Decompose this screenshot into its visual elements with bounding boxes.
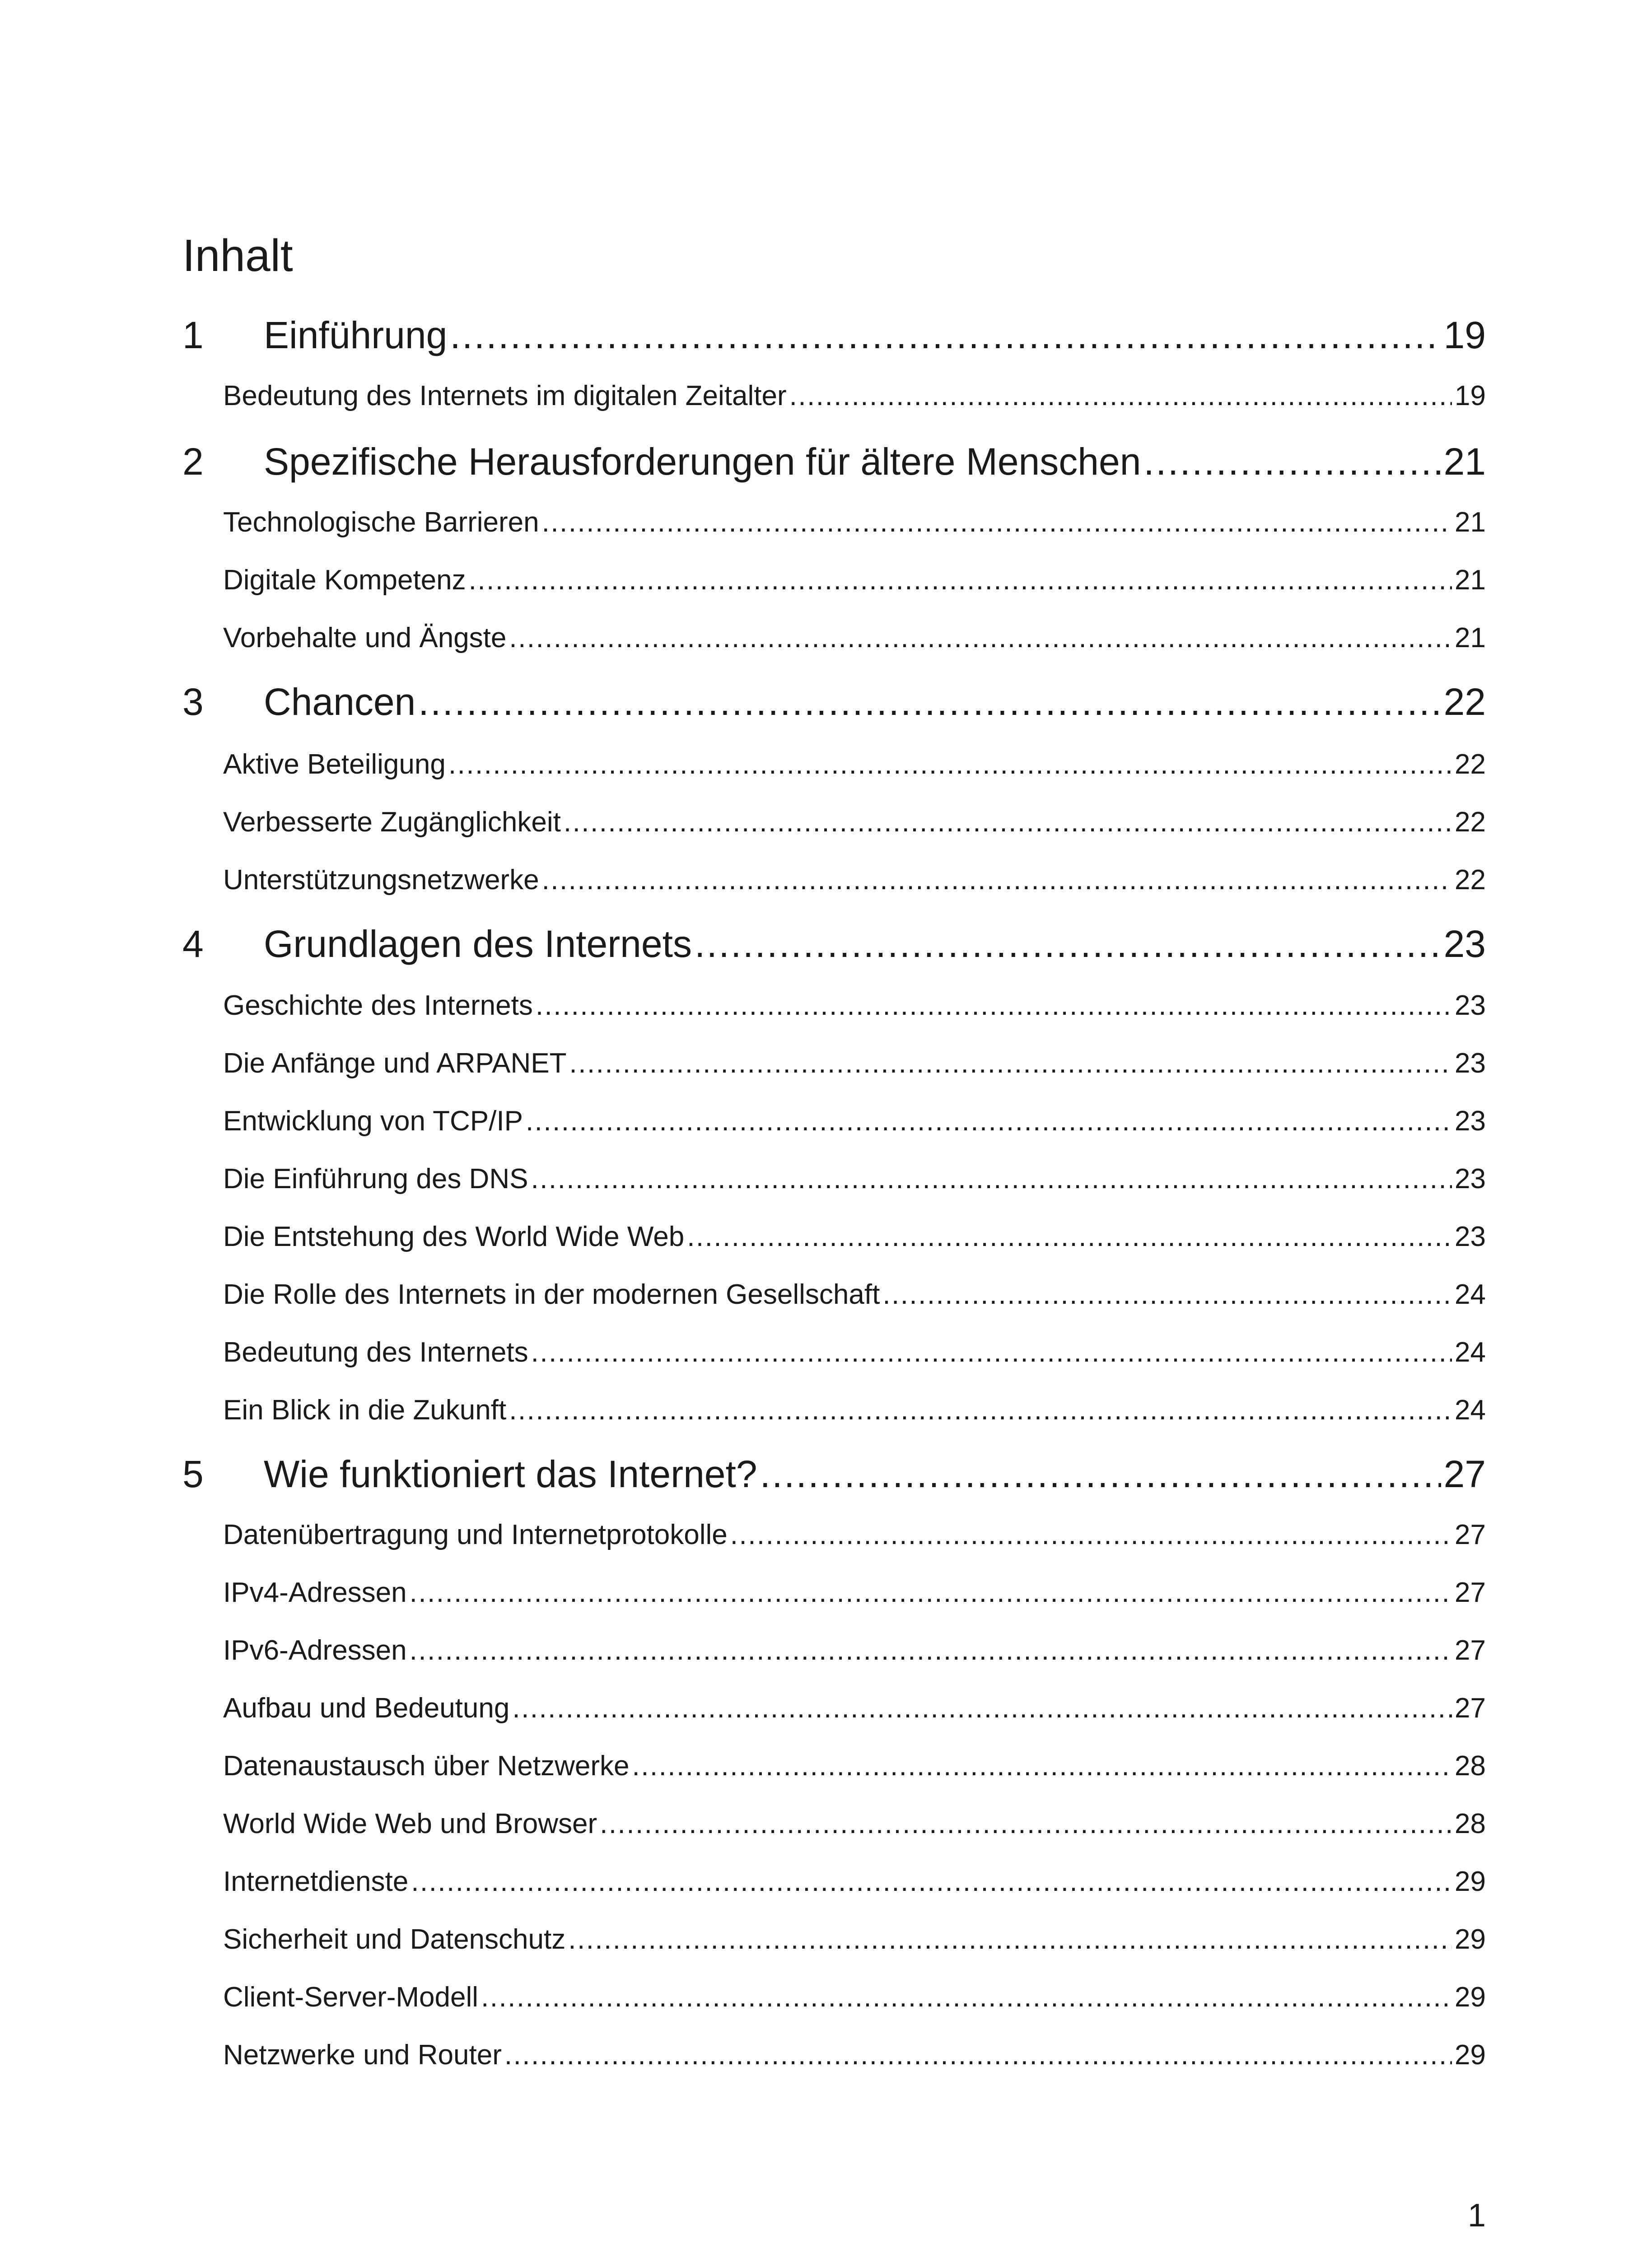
toc-section-entry[interactable]	[223, 1107, 1486, 1135]
toc-entry-label: Die Rolle des Internets in der modernen Gesellschaft	[223, 1279, 880, 1310]
toc-entry-label: Netzwerke und Router	[223, 2039, 502, 2071]
toc-entry-page: 23	[1455, 1221, 1486, 1252]
toc-section-entry[interactable]	[223, 751, 1486, 779]
toc-entry-label: World Wide Web und Browser	[223, 1808, 597, 1839]
toc-section-entry[interactable]	[223, 1281, 1486, 1309]
toc-section-entry[interactable]	[223, 1983, 1486, 2011]
toc-dot-leader	[542, 866, 1452, 894]
toc-dot-leader	[568, 1926, 1452, 1954]
toc-dot-leader	[632, 1752, 1452, 1780]
toc-entry-page: 29	[1455, 1924, 1486, 1955]
toc-dot-leader	[687, 1223, 1452, 1251]
toc-section-entry[interactable]	[223, 808, 1486, 836]
toc-entry-page: 22	[1443, 681, 1486, 723]
toc-dot-leader	[536, 992, 1452, 1020]
toc-entry-label: Grundlagen des Internets	[264, 923, 692, 965]
toc-section-entry[interactable]	[223, 1637, 1486, 1665]
toc-entry-label: Die Entstehung des World Wide Web	[223, 1221, 685, 1252]
toc-dot-leader	[448, 751, 1452, 779]
toc-section-entry[interactable]	[223, 624, 1486, 652]
toc-entry-label: Technologische Barrieren	[223, 507, 539, 538]
toc-dot-leader	[481, 1983, 1452, 2011]
toc-entry-label: Spezifische Herausforderungen für ältere Menschen	[264, 440, 1141, 483]
toc-dot-leader	[509, 1396, 1452, 1424]
toc-entry-label: Einführung	[264, 314, 448, 356]
toc-entry-page: 27	[1455, 1693, 1486, 1724]
toc-entry-page: 22	[1455, 749, 1486, 780]
toc-entry-page: 27	[1443, 1453, 1486, 1495]
toc-entry-label: Entwicklung von TCP/IP	[223, 1106, 523, 1137]
toc-section-entry[interactable]	[223, 2041, 1486, 2069]
toc-dot-leader	[450, 316, 1441, 354]
toc-dot-leader	[600, 1810, 1452, 1838]
toc-entry-page: 28	[1455, 1808, 1486, 1839]
toc-dot-leader	[410, 1637, 1452, 1665]
toc-entry-label: Wie funktioniert das Internet?	[264, 1453, 757, 1495]
toc-entry-page: 22	[1455, 807, 1486, 838]
toc-entry-label: Internetdienste	[223, 1866, 409, 1897]
toc-chapter-number: 4	[182, 923, 204, 965]
toc-entry-label: Vorbehalte und Ängste	[223, 622, 507, 653]
toc-entry-page: 24	[1455, 1279, 1486, 1310]
toc-section-entry[interactable]	[223, 1579, 1486, 1607]
toc-entry-label: Digitale Kompetenz	[223, 564, 466, 596]
toc-section-entry[interactable]	[223, 1223, 1486, 1251]
toc-section-entry[interactable]	[223, 1752, 1486, 1780]
toc-dot-leader	[564, 808, 1452, 836]
toc-entry-label: Bedeutung des Internets im digitalen Zeitalter	[223, 380, 787, 411]
toc-chapter-entry[interactable]	[182, 316, 1486, 354]
toc-dot-leader	[531, 1339, 1452, 1367]
toc-entry-label: IPv6-Adressen	[223, 1635, 407, 1666]
toc-chapter-entry[interactable]	[182, 683, 1486, 721]
toc-section-entry[interactable]	[223, 1396, 1486, 1424]
toc-entry-page: 19	[1455, 380, 1486, 411]
toc-chapter-number: 3	[182, 681, 204, 723]
toc-entry-label: Sicherheit und Datenschutz	[223, 1924, 566, 1955]
toc-dot-leader	[504, 2041, 1452, 2069]
toc-chapter-entry[interactable]	[182, 925, 1486, 963]
toc-entry-page: 23	[1455, 990, 1486, 1021]
toc-dot-leader	[410, 1579, 1452, 1607]
toc-chapter-entry[interactable]	[182, 440, 1486, 483]
toc-dot-leader	[882, 1281, 1452, 1309]
toc-entry-page: 29	[1455, 1982, 1486, 2013]
toc-dot-leader	[469, 566, 1452, 594]
toc-section-entry[interactable]	[223, 992, 1486, 1020]
toc-entry-label: Die Anfänge und ARPANET	[223, 1048, 567, 1079]
toc-entry-label: Aktive Beteiligung	[223, 749, 446, 780]
toc-entry-page: 23	[1455, 1106, 1486, 1137]
toc-entry-page: 28	[1455, 1750, 1486, 1782]
toc-entry-page: 23	[1455, 1163, 1486, 1194]
toc-dot-leader	[411, 1868, 1452, 1896]
toc-dot-leader	[695, 925, 1441, 963]
toc-entry-page: 29	[1455, 2039, 1486, 2071]
toc-dot-leader	[789, 382, 1452, 410]
toc-section-entry[interactable]	[223, 866, 1486, 894]
page-number: 1	[1467, 2197, 1486, 2234]
toc-entry-label: Geschichte des Internets	[223, 990, 533, 1021]
toc-section-entry[interactable]	[223, 382, 1486, 410]
toc-section-entry[interactable]	[223, 1868, 1486, 1896]
toc-entry-page: 21	[1455, 564, 1486, 596]
toc-chapter-number: 2	[182, 440, 204, 483]
toc-chapter-number: 1	[182, 314, 204, 356]
toc-dot-leader	[730, 1521, 1452, 1549]
toc-entry-label: Aufbau und Bedeutung	[223, 1693, 510, 1724]
toc-section-entry[interactable]	[223, 1521, 1486, 1549]
toc-dot-leader	[531, 1165, 1452, 1193]
toc-section-entry[interactable]	[223, 1165, 1486, 1193]
toc-entry-page: 19	[1443, 314, 1486, 356]
toc-entry-page: 23	[1455, 1048, 1486, 1079]
toc-entry-page: 21	[1455, 507, 1486, 538]
toc-entry-label: Ein Blick in die Zukunft	[223, 1395, 507, 1426]
toc-chapter-entry[interactable]	[182, 1455, 1486, 1493]
toc-section-entry[interactable]	[223, 509, 1486, 537]
toc-entry-label: Unterstützungsnetzwerke	[223, 864, 539, 896]
toc-section-entry[interactable]	[223, 1694, 1486, 1722]
toc-entry-page: 24	[1455, 1337, 1486, 1368]
toc-entry-label: Die Einführung des DNS	[223, 1163, 528, 1194]
toc-dot-leader	[1143, 443, 1441, 481]
toc-entry-page: 21	[1443, 440, 1486, 483]
toc-entry-page: 21	[1455, 622, 1486, 653]
toc-entry-label: Verbesserte Zugänglichkeit	[223, 807, 561, 838]
toc-entry-page: 27	[1455, 1635, 1486, 1666]
toc-section-entry[interactable]	[223, 566, 1486, 594]
toc-entry-page: 27	[1455, 1519, 1486, 1550]
toc-title: Inhalt	[182, 230, 293, 281]
toc-entry-page: 24	[1455, 1395, 1486, 1426]
toc-entry-label: IPv4-Adressen	[223, 1577, 407, 1608]
toc-section-entry[interactable]	[223, 1050, 1486, 1078]
toc-section-entry[interactable]	[223, 1926, 1486, 1954]
toc-section-entry[interactable]	[223, 1339, 1486, 1367]
toc-entry-label: Chancen	[264, 681, 416, 723]
toc-entry-page: 22	[1455, 864, 1486, 896]
toc-entry-label: Client-Server-Modell	[223, 1982, 479, 2013]
toc-dot-leader	[526, 1107, 1452, 1135]
toc-dot-leader	[542, 509, 1452, 537]
toc-entry-page: 27	[1455, 1577, 1486, 1608]
toc-entry-label: Bedeutung des Internets	[223, 1337, 528, 1368]
toc-entry-page: 29	[1455, 1866, 1486, 1897]
toc-entry-page: 23	[1443, 923, 1486, 965]
toc-entry-label: Datenübertragung und Internetprotokolle	[223, 1519, 728, 1550]
toc-dot-leader	[569, 1050, 1452, 1078]
toc-dot-leader	[418, 683, 1441, 721]
toc-section-entry[interactable]	[223, 1810, 1486, 1838]
toc-chapter-number: 5	[182, 1453, 204, 1495]
toc-dot-leader	[512, 1694, 1452, 1722]
toc-entry-label: Datenaustausch über Netzwerke	[223, 1750, 630, 1782]
toc-dot-leader	[509, 624, 1452, 652]
toc-dot-leader	[760, 1455, 1441, 1493]
